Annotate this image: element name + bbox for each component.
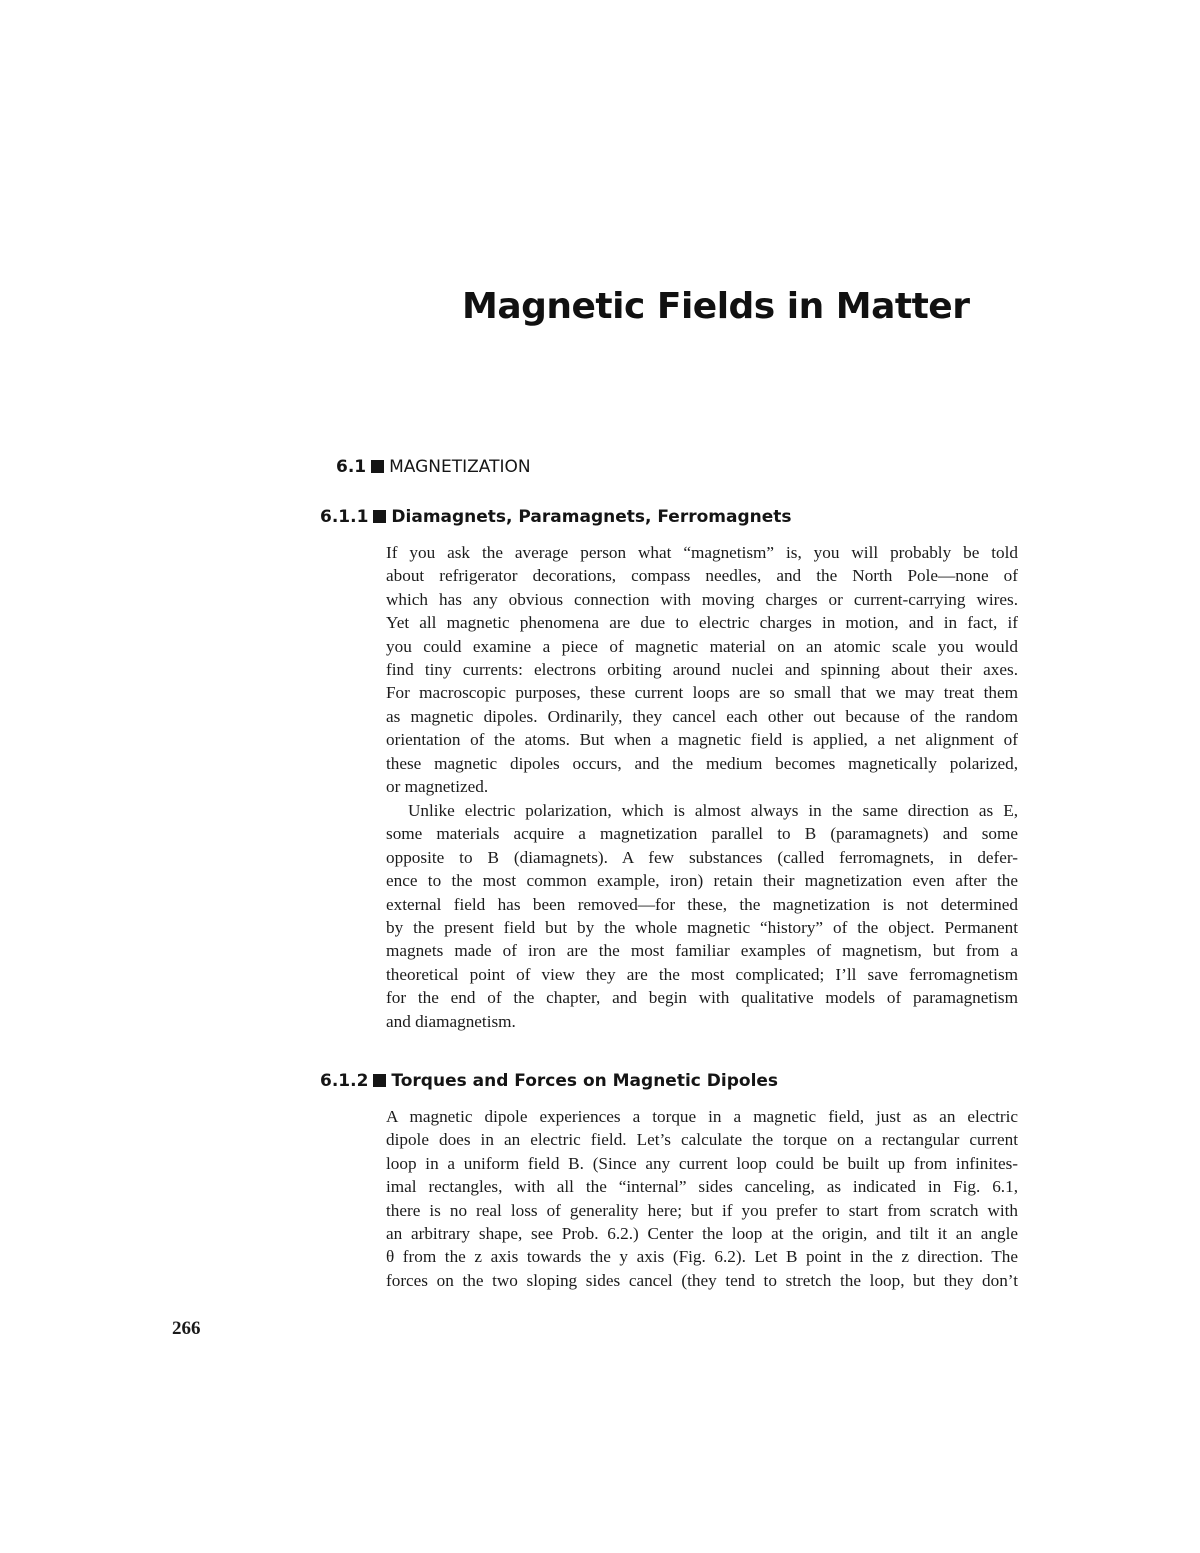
text-line: there is no real loss of generality here; but if you prefer to start from scratch with (386, 1200, 1018, 1220)
section-number: 6.1.1 (320, 507, 369, 527)
text-line: and diamagnetism. (386, 1011, 516, 1031)
section-title: Torques and Forces on Magnetic Dipoles (391, 1071, 779, 1091)
text-line: For macroscopic purposes, these current loops are so small that we may treat them (386, 683, 1018, 703)
section-heading-6-1-1 (320, 507, 792, 527)
text-line: find tiny currents: electrons orbiting around nuclei and spinning about their axes. (386, 659, 1018, 679)
square-bullet-icon (371, 460, 384, 473)
text-line: theoretical point of view they are the most complicated; I’ll save ferromagnetism (386, 964, 1018, 984)
section-title: MAGNETIZATION (389, 457, 531, 477)
text-line: these magnetic dipoles occurs, and the medium becomes magnetically polarized, (386, 753, 1018, 773)
text-line: about refrigerator decorations, compass needles, and the North Pole—none of (386, 566, 1018, 586)
text-line: forces on the two sloping sides cancel (they tend to stretch the loop, but they don’t (386, 1270, 1018, 1290)
chapter-title: Magnetic Fields in Matter (462, 286, 970, 327)
square-bullet-icon (373, 510, 386, 523)
section-title: Diamagnets, Paramagnets, Ferromagnets (391, 507, 792, 527)
text-line: or magnetized. (386, 776, 489, 796)
text-line: ence to the most common example, iron) retain their magnetization even after the (386, 871, 1018, 891)
text-line: by the present field but by the whole magnetic “history” of the object. Permanent (386, 917, 1018, 937)
paragraph-polarization-types (386, 799, 1018, 1033)
text-line: dipole does in an electric field. Let’s calculate the torque on a rectangular current (386, 1130, 1018, 1150)
section-heading-6-1 (336, 457, 531, 477)
text-line: as magnetic dipoles. Ordinarily, they cancel each other out because of the random (386, 706, 1018, 726)
text-line: If you ask the average person what “magnetism” is, you will probably be told (386, 543, 1018, 562)
text-line: loop in a uniform field B. (Since any current loop could be built up from infinites- (386, 1153, 1018, 1173)
text-line: imal rectangles, with all the “internal” sides canceling, as indicated in Fig. 6.1, (386, 1177, 1018, 1197)
text-line: A magnetic dipole experiences a torque in a magnetic field, just as an electric (386, 1107, 1018, 1126)
paragraph-dipole-torque (386, 1105, 1018, 1292)
text-line: for the end of the chapter, and begin with qualitative models of paramagnetism (386, 988, 1018, 1008)
section-number: 6.1 (336, 457, 367, 477)
text-line: an arbitrary shape, see Prob. 6.2.) Center the loop at the origin, and tilt it an angle (386, 1223, 1018, 1243)
text-line: external field has been removed—for these, the magnetization is not determined (386, 894, 1018, 914)
text-line: Yet all magnetic phenomena are due to electric charges in motion, and in fact, if (386, 613, 1018, 633)
section-number: 6.1.2 (320, 1071, 369, 1091)
square-bullet-icon (373, 1074, 386, 1087)
text-line: some materials acquire a magnetization parallel to B (paramagnets) and some (386, 824, 1018, 844)
text-line: Unlike electric polarization, which is almost always in the same direction as E, (408, 801, 1018, 820)
text-line: orientation of the atoms. But when a magnetic field is applied, a net alignment of (386, 730, 1018, 750)
paragraph-magnetism-intro (386, 541, 1018, 798)
section-heading-6-1-2 (320, 1071, 778, 1091)
text-line: magnets made of iron are the most familiar examples of magnetism, but from a (386, 941, 1018, 961)
text-line: you could examine a piece of magnetic material on an atomic scale you would (386, 636, 1018, 656)
text-line: opposite to B (diamagnets). A few substances (called ferromagnets, in defer- (386, 847, 1018, 867)
text-line: θ from the z axis towards the y axis (Fig. 6.2). Let B point in the z direction. The (386, 1247, 1018, 1267)
text-line: which has any obvious connection with moving charges or current-carrying wires. (386, 589, 1018, 609)
page-number: 266 (172, 1318, 201, 1339)
